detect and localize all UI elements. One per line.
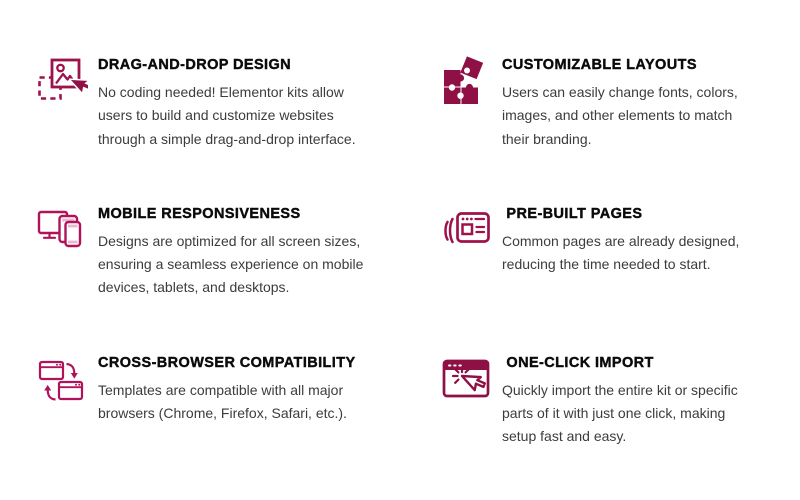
feature-description: Users can easily change fonts, colors, images, and other elements to match their branding. (502, 84, 738, 147)
puzzle-pieces-icon (440, 56, 492, 108)
browser-sync-icon (36, 354, 88, 406)
stacked-pages-icon (440, 205, 492, 257)
feature-title: CROSS-BROWSER COMPATIBILITY (98, 354, 356, 371)
feature-cross-browser-compatibility (36, 352, 440, 449)
feature-description: Templates are compatible with all major browsers (Chrome, Firefox, Safari, etc.). (98, 381, 347, 422)
click-window-icon (440, 354, 492, 406)
feature-one-click-import (440, 352, 776, 449)
feature-description: No coding needed! Elementor kits allow users to build and customize websites through a simple drag-and-drop interface. (98, 84, 356, 147)
feature-pre-built-pages (440, 203, 776, 300)
responsive-devices-icon (36, 205, 88, 257)
feature-description: Designs are optimized for all screen sizes, ensuring a seamless experience on mobile devices, tablets, and desktops. (98, 232, 364, 296)
feature-description: Common pages are already designed, reducing the time needed to start. (502, 232, 740, 273)
feature-drag-and-drop-design (36, 54, 440, 151)
feature-mobile-responsiveness (36, 203, 440, 300)
feature-title: ONE-CLICK IMPORT (502, 354, 654, 371)
feature-title: CUSTOMIZABLE LAYOUTS (502, 57, 697, 73)
feature-title: PRE-BUILT PAGES (502, 205, 643, 222)
feature-customizable-layouts (440, 54, 776, 151)
feature-description: Quickly import the entire kit or specific parts of it with just one click, making setup fast and easy. (502, 381, 738, 445)
feature-title: DRAG-AND-DROP DESIGN (98, 57, 292, 73)
feature-title: MOBILE RESPONSIVENESS (98, 205, 301, 222)
image-drag-cursor-icon (36, 56, 88, 108)
